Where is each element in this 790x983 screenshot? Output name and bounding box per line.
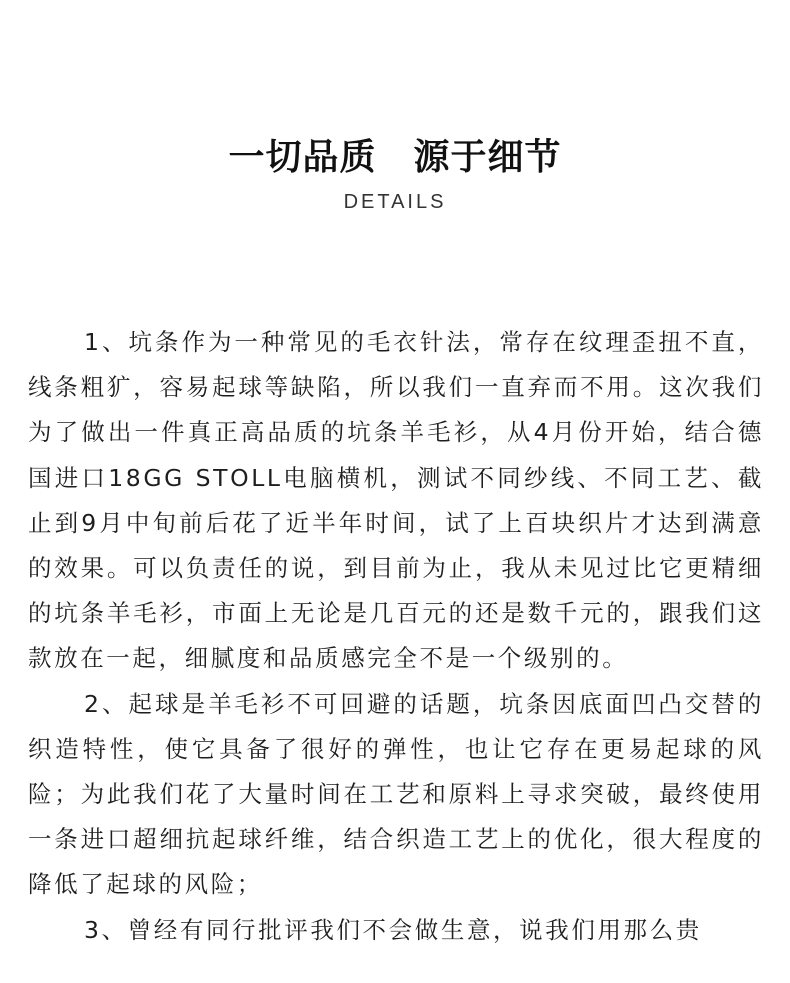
paragraph-2: 2、起球是羊毛衫不可回避的话题，坑条因底面凹凸交替的织造特性，使它具备了很好的弹性，也让它存在更易起球的风险；为此我们花了大量时间在工艺和原料上寻求突破，最终使用一条进口超细抗起球纤维，结合织造工艺上的优化，很大程度的降低了起球的风险； bbox=[28, 689, 764, 899]
paragraph-3: 3、曾经有同行批评我们不会做生意，说我们用那么贵 bbox=[84, 915, 702, 944]
page-subtitle: DETAILS bbox=[343, 191, 447, 213]
page-title: 一切品质 源于细节 bbox=[228, 137, 562, 178]
details-body bbox=[28, 320, 764, 953]
paragraph-1: 1、坑条作为一种常见的毛衣针法，常存在纹理歪扭不直，线条粗犷，容易起球等缺陷，所以我们一直弃而不用。这次我们为了做出一件真正高品质的坑条羊毛衫，从4月份开始，结合德国进口18GG STOLL电脑横机，测试不同纱线、不同工艺、截止到9月中旬前后花了近半年时间，试了上百块织片才达到满意的效果。可以负责任的说，到目前为止，我从未见过比它更精细的坑条羊毛衫，市面上无论是几百元的还是数千元的，跟我们这款放在一起，细腻度和品质感完全不是一个级别的。 bbox=[28, 328, 764, 673]
